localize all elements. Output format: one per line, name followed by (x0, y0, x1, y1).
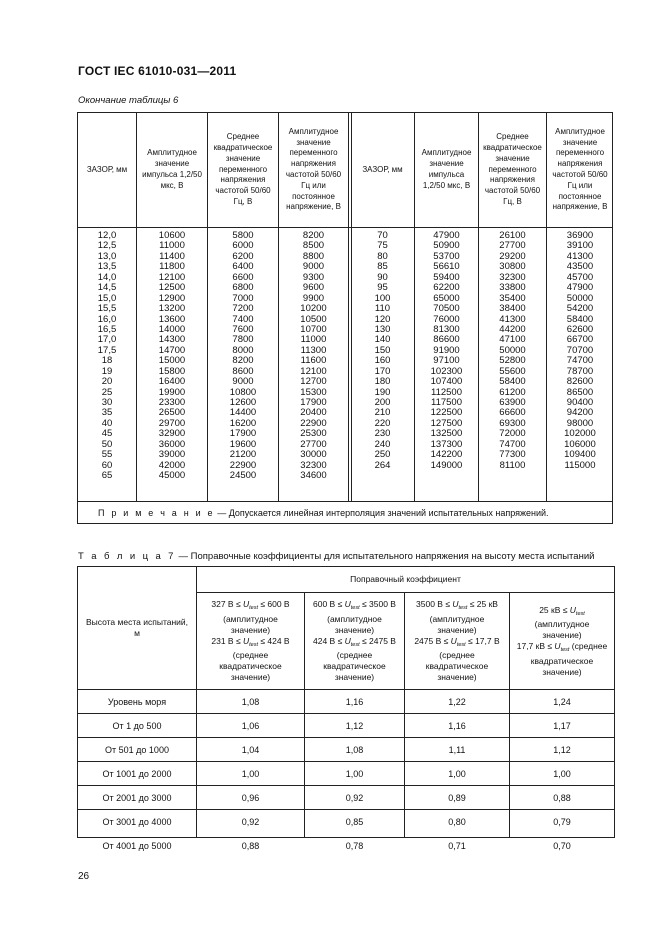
table-cell: 27700 (499, 240, 526, 252)
table-cell: 5800 (232, 230, 254, 241)
table-cell: 14,5 (97, 282, 117, 294)
column-rms-right (479, 231, 546, 471)
altitude-cell: От 3001 до 4000 (102, 816, 172, 827)
table-cell: 90 (377, 271, 388, 283)
table-cell: 15,0 (97, 292, 117, 304)
table-cell: 6000 (232, 240, 254, 252)
table-cell: 102300 (430, 365, 463, 377)
correction-factor-cell: 1,12 (553, 744, 571, 755)
table-cell: 61200 (499, 386, 526, 398)
table-cell: 25300 (300, 428, 327, 440)
note-text: — Допускается линейная интерполяция значений испытательных напряжений. (214, 508, 549, 518)
table-cell: 22900 (229, 459, 257, 471)
table-cell: 115000 (564, 459, 596, 471)
table-cell: 74700 (566, 355, 594, 367)
header-rms-voltage-right: Среднее квадратическое значение переменного напряжения частотой 50/60 Гц, В (483, 132, 542, 206)
table-7-caption-label: Т а б л и ц а 7 (78, 551, 176, 562)
table-cell: 23300 (158, 397, 186, 408)
table-cell: 50900 (433, 240, 460, 252)
table-cell: 140 (374, 334, 391, 346)
table-cell: 11400 (159, 250, 185, 262)
table-cell: 30800 (499, 261, 526, 273)
table-cell: 16,0 (97, 313, 117, 325)
table-6-note-row (78, 501, 612, 526)
table-cell: 210 (374, 407, 391, 419)
table-cell: 10200 (300, 303, 327, 315)
table-cell: 38400 (499, 303, 526, 315)
correction-factor-cell: 0,88 (553, 792, 571, 803)
table-cell: 39100 (566, 240, 594, 252)
correction-factor-cell: 0,70 (553, 840, 571, 851)
table-cell: 19 (101, 365, 113, 377)
header-range-4: 25 кВ ≤ $U_{test}$ (амплитудное значение) 17,7 кВ ≤ $U_{test}$ (среднее квадратическое значение) (516, 604, 608, 677)
correction-factor-cell: 0,92 (345, 792, 364, 803)
table-cell: 42000 (158, 459, 186, 471)
altitude-cell: От 1 до 500 (112, 720, 162, 731)
table-cell: 149000 (430, 459, 463, 471)
table-cell: 137300 (430, 438, 463, 450)
table-cell: 120 (374, 313, 391, 325)
table-7-caption (78, 551, 594, 562)
table-cell: 132500 (430, 428, 463, 440)
table-cell: 47100 (499, 334, 526, 346)
table-cell: 7200 (232, 303, 254, 315)
header-ac-dc-voltage-right: Амплитудное значение переменного напряжения частотой 50/60 Гц или постоянное напряжение, В (552, 126, 608, 212)
table-cell: 60 (101, 459, 113, 471)
table-cell: 52800 (499, 355, 526, 367)
table-cell: 16200 (229, 417, 257, 429)
table-cell: 160 (374, 355, 391, 367)
table-cell: 86500 (566, 386, 594, 398)
document-title: ГОСТ IEC 61010-031—2011 (78, 64, 237, 78)
header-range-2: 600 $В \le U_{test} \le 3500$ В (амплитудное значение) 424 $В \le U_{test} \le 2475$ В (среднее квадратическое значение) (313, 599, 396, 682)
table-cell: 8500 (302, 240, 325, 252)
table-cell: 12500 (158, 282, 186, 294)
correction-factor-cell: 1,04 (241, 744, 260, 755)
table-cell: 11300 (300, 344, 327, 356)
header-peak-impulse-right: Амплитудное значение импульса 1,2/50 мкс, В (421, 148, 472, 190)
table-cell: 102000 (564, 428, 596, 440)
table-cell: 117500 (431, 397, 462, 408)
table-cell: 10700 (300, 323, 327, 335)
table-cell: 56610 (433, 261, 460, 273)
correction-factor-cell: 1,00 (553, 768, 571, 779)
table-cell: 45000 (158, 470, 186, 482)
table-cell: 14700 (158, 344, 186, 356)
table-cell: 9000 (302, 261, 325, 273)
table-cell: 14,0 (97, 271, 117, 283)
table-cell: 75 (377, 240, 388, 252)
correction-factor-cell: 0,96 (241, 792, 260, 803)
table-cell: 19900 (158, 386, 186, 398)
table-cell: 264 (374, 459, 391, 471)
table-cell: 12700 (300, 376, 327, 388)
table-cell: 16,5 (97, 323, 117, 335)
table-cell: 19600 (229, 438, 257, 450)
table-6 (77, 112, 613, 524)
table-6-note (98, 508, 549, 518)
table-cell: 95 (377, 282, 388, 294)
table-cell: 98000 (566, 417, 594, 429)
correction-factor-cell: 1,22 (448, 696, 466, 707)
table-cell: 32900 (158, 428, 186, 440)
table-cell: 17900 (300, 397, 327, 408)
table-cell: 20400 (300, 407, 327, 419)
table-cell: 7800 (232, 334, 254, 346)
table-cell: 70500 (433, 303, 460, 315)
table-cell: 9000 (232, 376, 254, 388)
correction-factor-cell: 0,88 (241, 840, 260, 851)
correction-factor-cell: 0,79 (553, 816, 571, 827)
header-range-3: 3500 $В \le U_{test} \le 25$ кВ (амплитудное значение) 2475 $В \le U_{test} \le 17,7$ В (среднее квадратическое значение) (414, 599, 500, 682)
table-cell: 12100 (300, 365, 327, 377)
table-cell: 63900 (499, 397, 526, 408)
table-cell: 40 (101, 417, 113, 429)
correction-factor-cell: 1,12 (345, 720, 364, 731)
table-cell: 34600 (300, 470, 327, 482)
table-cell: 25 (101, 386, 113, 398)
table-cell: 50000 (566, 292, 594, 304)
table-cell: 6600 (232, 271, 254, 283)
table-cell: 22900 (300, 417, 327, 429)
column-peak-right (415, 231, 478, 471)
table-cell: 65 (101, 470, 113, 482)
table-cell: 15000 (158, 355, 186, 367)
table-cell: 97100 (433, 355, 460, 367)
table-cell: 127500 (430, 417, 463, 429)
header-ac-dc-voltage: Амплитудное значение переменного напряжения частотой 50/60 Гц или постоянное напряжение, В (285, 126, 342, 212)
table-cell: 6200 (232, 250, 254, 262)
table-cell: 72000 (499, 428, 526, 440)
correction-factor-cell: 1,06 (241, 720, 260, 731)
table-cell: 6800 (232, 282, 254, 294)
table-cell: 13,5 (97, 261, 117, 273)
table-cell: 11800 (159, 261, 185, 273)
table-cell: 8600 (232, 365, 254, 377)
table-cell: 10500 (300, 313, 327, 325)
table-cell: 78700 (566, 365, 594, 377)
table-cell: 11600 (300, 355, 327, 367)
correction-factor-cell: 1,17 (553, 720, 571, 731)
table-cell: 240 (374, 438, 391, 450)
table-cell: 86600 (433, 334, 460, 346)
table-cell: 35400 (499, 292, 526, 304)
table-cell: 43500 (566, 261, 594, 273)
table-cell: 8000 (232, 344, 254, 356)
table-cell: 41300 (499, 313, 526, 325)
table-cell: 106000 (564, 438, 596, 450)
table-cell: 12,5 (97, 240, 117, 252)
table-cell: 12900 (158, 292, 186, 304)
table-continuation-label: Окончание таблицы 6 (78, 95, 179, 106)
table-cell: 9900 (302, 292, 325, 304)
table-cell: 230 (374, 428, 391, 440)
table-cell: 50 (101, 438, 113, 450)
table-cell: 47900 (566, 282, 594, 294)
table-cell: 13,0 (97, 250, 117, 262)
table-cell: 112500 (431, 386, 462, 398)
correction-factor-cell: 1,00 (345, 768, 364, 779)
table-cell: 180 (374, 376, 391, 388)
table-cell: 36900 (566, 230, 594, 241)
correction-factor-cell: 1,08 (345, 744, 364, 755)
table-cell: 81300 (433, 323, 460, 335)
correction-factor-cell: 1,00 (448, 768, 466, 779)
table-cell: 11000 (300, 334, 327, 346)
altitude-cell: От 501 до 1000 (105, 744, 169, 755)
table-cell: 62600 (566, 323, 594, 335)
table-7 (77, 566, 615, 851)
table-cell: 29700 (158, 417, 186, 429)
table-cell: 58400 (499, 376, 526, 388)
table-cell: 85 (377, 261, 388, 273)
table-cell: 107400 (430, 376, 463, 388)
table-cell: 77300 (499, 449, 526, 461)
altitude-cell: От 4001 до 5000 (102, 840, 172, 851)
column-peak-left (137, 231, 207, 482)
table-cell: 32300 (300, 459, 327, 471)
correction-factor-cell: 1,16 (448, 720, 466, 731)
table-cell: 190 (374, 386, 391, 398)
column-rms-left (208, 231, 278, 482)
header-correction-factor: Поправочный коэффициент (350, 574, 461, 585)
table-cell: 26100 (499, 230, 526, 241)
table-cell: 14300 (158, 334, 186, 346)
table-cell: 90400 (566, 397, 594, 408)
table-cell: 21200 (229, 449, 257, 461)
table-cell: 12,0 (97, 230, 117, 241)
table-cell: 35 (101, 407, 113, 419)
table-cell: 8800 (302, 250, 325, 262)
table-cell: 53700 (433, 250, 460, 262)
table-cell: 200 (374, 397, 391, 408)
table-cell: 30000 (300, 449, 327, 461)
table-cell: 70 (377, 230, 388, 241)
table-cell: 45700 (566, 271, 594, 283)
table-cell: 15,5 (97, 303, 117, 315)
table-cell: 10600 (158, 230, 186, 241)
table-cell: 54200 (566, 303, 594, 315)
table-cell: 74700 (499, 438, 526, 450)
table-cell: 55600 (499, 365, 526, 377)
table-cell: 66700 (566, 334, 594, 346)
table-cell: 18 (101, 355, 113, 367)
table-cell: 7400 (232, 313, 254, 325)
column-gap-left (78, 231, 136, 482)
table-cell: 45 (101, 428, 113, 440)
correction-factor-cell: 1,16 (345, 696, 364, 707)
correction-factor-cell: 1,24 (553, 696, 571, 707)
altitude-cell: От 2001 до 3000 (102, 792, 172, 803)
table-cell: 36000 (158, 438, 186, 450)
column-acdc-left (279, 231, 348, 482)
table-cell: 82600 (566, 376, 594, 388)
table-7-caption-text: — Поправочные коэффициенты для испытательного напряжения на высоту места испытаний (175, 551, 595, 562)
correction-factor-cell: 1,11 (448, 744, 466, 755)
table-cell: 15300 (300, 386, 327, 398)
table-cell: 122500 (430, 407, 463, 419)
table-cell: 30 (101, 397, 113, 408)
correction-factor-cell: 0,71 (448, 840, 466, 851)
correction-factor-cell: 0,92 (241, 816, 260, 827)
table-cell: 55 (101, 449, 113, 461)
table-cell: 142200 (430, 449, 463, 461)
table-cell: 80 (377, 250, 388, 262)
table-cell: 130 (374, 323, 391, 335)
table-cell: 39000 (158, 449, 186, 461)
table-cell: 32300 (499, 271, 526, 283)
table-cell: 41300 (566, 250, 594, 262)
table-cell: 109400 (564, 449, 596, 461)
table-cell: 8200 (302, 230, 325, 241)
altitude-cell: От 1001 до 2000 (102, 768, 172, 779)
table-cell: 11000 (159, 240, 185, 252)
table-cell: 16400 (158, 376, 186, 388)
table-cell: 69300 (499, 417, 526, 429)
table-cell: 170 (374, 365, 391, 377)
table-cell: 65000 (433, 292, 460, 304)
table-cell: 58400 (566, 313, 594, 325)
correction-factor-cell: 0,78 (345, 840, 364, 851)
table-cell: 13200 (158, 303, 186, 315)
table-cell: 9600 (302, 282, 325, 294)
header-range-1: 327 $В \le U_{test} \le 600$ В (амплитудное значение) 231 $В \le U_{test} \le 424$ В (среднее квадратическое значение) (211, 599, 290, 682)
table-cell: 66600 (499, 407, 526, 419)
table-cell: 14400 (229, 407, 257, 419)
altitude-cell: Уровень моря (107, 696, 167, 707)
table-cell: 33800 (499, 282, 526, 294)
table-cell: 27700 (300, 438, 327, 450)
table-cell: 91900 (433, 344, 460, 356)
table-cell: 76000 (433, 313, 460, 325)
table-cell: 220 (374, 417, 391, 429)
table-cell: 62200 (433, 282, 460, 294)
correction-factor-cell: 0,80 (448, 816, 466, 827)
page-number: 26 (78, 871, 90, 882)
table-cell: 110 (374, 303, 391, 315)
table-cell: 6400 (232, 261, 254, 273)
table-cell: 8200 (232, 355, 254, 367)
column-gap-right (351, 231, 414, 471)
table-cell: 26500 (158, 407, 186, 419)
header-gap-right: ЗАЗОР, мм (362, 164, 403, 174)
table-cell: 13600 (158, 313, 186, 325)
table-cell: 17900 (229, 428, 257, 440)
table-cell: 59400 (433, 271, 460, 283)
correction-factor-cell: 0,89 (448, 792, 466, 803)
table-cell: 29200 (499, 250, 526, 262)
table-cell: 24500 (229, 470, 257, 482)
table-cell: 150 (374, 344, 391, 356)
header-rms-voltage: Среднее квадратическое значение переменного напряжения частотой 50/60 Гц, В (213, 132, 273, 206)
table-cell: 50000 (499, 344, 526, 356)
table-cell: 7600 (232, 323, 254, 335)
table-cell: 94200 (566, 407, 594, 419)
table-cell: 14000 (158, 323, 186, 335)
table-cell: 10800 (229, 386, 257, 398)
table-cell: 17,0 (97, 334, 117, 346)
correction-factor-cell: 1,00 (241, 768, 260, 779)
header-gap: ЗАЗОР, мм (86, 164, 128, 174)
table-cell: 15800 (158, 365, 186, 377)
table-cell: 100 (374, 292, 391, 304)
table-cell: 70700 (566, 344, 594, 356)
correction-factor-cell: 0,85 (345, 816, 364, 827)
note-label: П р и м е ч а н и е (98, 508, 215, 518)
correction-factor-cell: 1,08 (241, 696, 260, 707)
header-peak-impulse: Амплитудное значение импульса 1,2/50 мкс, В (142, 148, 202, 190)
table-cell: 81100 (499, 459, 526, 471)
table-cell: 12600 (229, 397, 257, 408)
column-acdc-right (547, 231, 613, 471)
table-cell: 17,5 (97, 344, 117, 356)
header-altitude: Высота места испытаний, м (85, 617, 189, 638)
table-cell: 9300 (302, 271, 325, 283)
table-cell: 7000 (232, 292, 254, 304)
table-cell: 12100 (158, 271, 186, 283)
table-cell: 20 (101, 376, 113, 388)
table-cell: 47900 (433, 230, 460, 241)
table-cell: 250 (374, 449, 391, 461)
table-cell: 44200 (499, 323, 526, 335)
